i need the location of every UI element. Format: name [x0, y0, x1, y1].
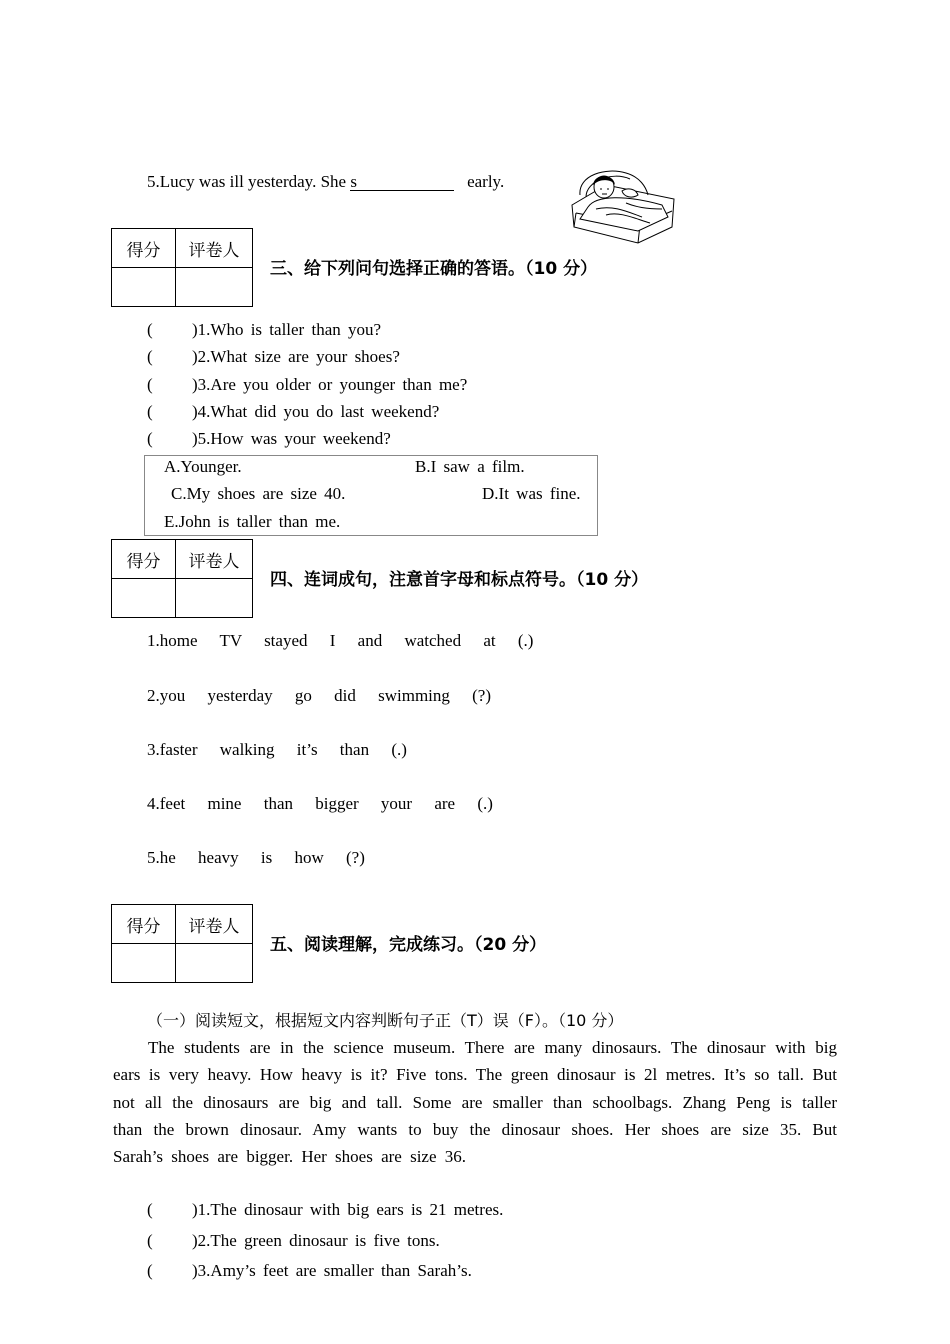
- s4-item-2: 2.you yesterday go did swimming (?): [147, 686, 492, 705]
- score-table-section-3: [111, 228, 253, 307]
- reviewer-cell[interactable]: [176, 579, 253, 618]
- answer-options-box: [144, 455, 598, 536]
- option-a: A.Younger.: [164, 457, 242, 476]
- s4-item-4: 4.feet mine than bigger your are (.): [147, 794, 493, 813]
- answer-paren[interactable]: (: [147, 429, 153, 448]
- answer-paren[interactable]: (: [147, 1261, 153, 1280]
- question-text: )4.What did you do last weekend?: [192, 402, 440, 421]
- score-cell[interactable]: [112, 268, 176, 307]
- reviewer-header: 评卷人: [176, 540, 253, 579]
- question-5-prefix: 5.Lucy was ill yesterday. She: [147, 172, 351, 191]
- answer-blank[interactable]: s: [350, 174, 454, 191]
- question-5-fill-blank: [147, 172, 504, 192]
- option-b: B.I saw a film.: [415, 457, 525, 476]
- reading-passage: The students are in the science museum. There are many dinosaurs. The dinosaur with big ears is very heavy. How heavy is it? Five tons. The green dinosaur is 2l metres. It’s so tall. But not all the dinosaurs are big and tall. Some are smaller than schoolbags. Zhang Peng is taller than the brown dinosaur. Amy wants to buy the dinosaur shoes. Her shoes are size 35. But Sarah’s shoes are bigger. Her shoes are size 36.: [113, 1038, 837, 1167]
- answer-paren[interactable]: (: [147, 375, 153, 394]
- answer-paren[interactable]: (: [147, 402, 153, 421]
- option-c: C.My shoes are size 40.: [171, 484, 346, 503]
- option-d: D.It was fine.: [482, 484, 581, 503]
- section-3-title: 三、给下列问句选择正确的答语。（10 分）: [270, 259, 598, 279]
- reviewer-header: 评卷人: [176, 229, 253, 268]
- question-5-suffix: early.: [467, 172, 505, 191]
- s5-question-2: [147, 1231, 440, 1251]
- answer-paren[interactable]: (: [147, 347, 153, 366]
- question-text: )2.The green dinosaur is five tons.: [192, 1231, 440, 1250]
- reviewer-cell[interactable]: [176, 944, 253, 983]
- score-table-section-5: [111, 904, 253, 983]
- answer-paren[interactable]: (: [147, 1231, 153, 1250]
- s3-question-3: [147, 375, 467, 395]
- score-cell[interactable]: [112, 579, 176, 618]
- s3-question-5: [147, 429, 391, 449]
- score-table-section-4: [111, 539, 253, 618]
- s4-item-1: 1.home TV stayed I and watched at (.): [147, 631, 534, 650]
- question-text: )5.How was your weekend?: [192, 429, 391, 448]
- section-4-title: 四、连词成句，注意首字母和标点符号。（10 分）: [270, 570, 649, 590]
- answer-paren[interactable]: (: [147, 320, 153, 339]
- s3-question-1: [147, 320, 381, 340]
- question-text: )1.The dinosaur with big ears is 21 metres.: [192, 1200, 504, 1219]
- option-e: E.John is taller than me.: [164, 512, 341, 531]
- s3-question-2: [147, 347, 400, 367]
- score-cell[interactable]: [112, 944, 176, 983]
- question-text: )3.Are you older or younger than me?: [192, 375, 468, 394]
- score-header: 得分: [112, 905, 176, 944]
- part-1-instruction: （一）阅读短文，根据短文内容判断句子正（T）误（F）。（10 分）: [147, 1011, 624, 1030]
- question-text: )3.Amy’s feet are smaller than Sarah’s.: [192, 1261, 472, 1280]
- answer-paren[interactable]: (: [147, 1200, 153, 1219]
- question-text: )2.What size are your shoes?: [192, 347, 400, 366]
- section-5-title: 五、阅读理解，完成练习。（20 分）: [270, 935, 547, 955]
- reviewer-cell[interactable]: [176, 268, 253, 307]
- score-header: 得分: [112, 229, 176, 268]
- reviewer-header: 评卷人: [176, 905, 253, 944]
- s5-question-1: [147, 1200, 503, 1220]
- s3-question-4: [147, 402, 439, 422]
- s4-item-5: 5.he heavy is how (?): [147, 848, 365, 867]
- s5-question-3: [147, 1261, 472, 1281]
- s4-item-3: 3.faster walking it’s than (.): [147, 740, 407, 759]
- question-text: )1.Who is taller than you?: [192, 320, 382, 339]
- girl-in-bed-illustration: [566, 165, 680, 245]
- score-header: 得分: [112, 540, 176, 579]
